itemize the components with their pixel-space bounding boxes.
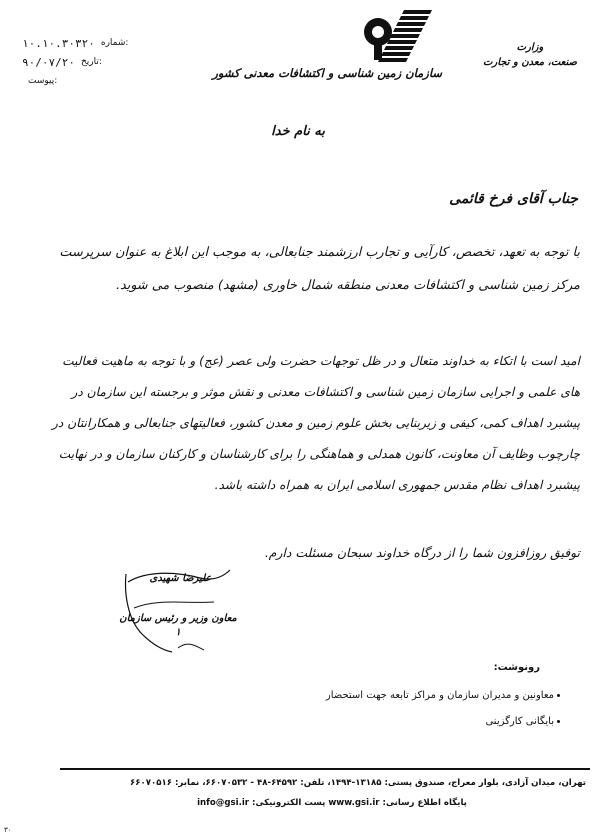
letter-date-label: تاریخ: <box>80 57 102 67</box>
cc-item <box>270 690 560 701</box>
ministry-name <box>480 40 580 70</box>
letter-date-row <box>22 53 172 72</box>
footer-contact: پایگاه اطلاع رسانی: www.gsi.ir پست الکترونیکی: info@gsi.ir <box>197 798 467 808</box>
cc-item <box>400 716 560 727</box>
signatory-title <box>118 612 238 640</box>
ministry-line: وزارت <box>516 42 544 53</box>
bullet-icon <box>557 694 560 697</box>
addressee: جناب آقای فرخ قائمی <box>449 191 578 207</box>
ministry-line: صنعت، معدن و تجارت <box>483 57 577 68</box>
footer-divider <box>60 768 590 770</box>
page-corner-mark: ۳۰ <box>4 826 12 834</box>
letter-attachment-row <box>22 72 172 91</box>
letter-number-row <box>22 34 172 53</box>
letter-meta <box>22 34 172 91</box>
invocation: به نام خدا <box>271 124 325 139</box>
letter-attachment-label: پیوست: <box>28 76 58 86</box>
cc-item-text: معاونین و مدیران سازمان و مراکز تابعه جهت استحضار <box>325 690 554 701</box>
letter-number-value: ۱۰.۱۰.۳۰۳۲۰ <box>22 37 95 50</box>
body-paragraph-appointment: با توجه به تعهد، تخصص، کارآیی و تجارب ارزشمند جنابعالی، به موجب این ابلاغ به عنوان سرپرست مرکز زمین شناسی و اکتشافات معدنی منطقه شمال خاوری (مشهد) منصوب می شوید. <box>59 245 580 293</box>
closing-sentence: توفیق روزافزون شما را از درگاه خداوند سبحان مسئلت دارم. <box>264 545 580 560</box>
cc-heading: رونوشت: <box>493 662 540 673</box>
letter-date-value: ۹۰/۰۷/۲۰ <box>22 56 75 69</box>
gsi-logo-icon <box>360 8 438 66</box>
body-paragraph-wishes: امید است با اتکاء به خداوند متعال و در ظل توجهات حضرت ولی عصر (عج) و با توجه به ماهیت فعالیت های علمی و اجرایی سازمان زمین شناسی و اکتشافات معدنی و نقش موثر و برجسته این سازمان در پیشبرد اهداف کمی، کیفی و زیربنایی بخش علوم زمین و معدن کشور، فعالیتهای جنابعالی و همکارانتان در چارچوب وظایف آن معاونت، کانون همدلی و هماهنگی را برای کارشناسان و کارکنان سازمان و در نهایت پیشبرد اهداف نظام مقدس جمهوری اسلامی ایران به همراه داشته باشد. <box>52 354 580 492</box>
signatory-name: علیرضا شهیدی <box>149 573 212 584</box>
cc-item-text: بایگانی کارگزینی <box>485 716 554 727</box>
signature-mark: ١ <box>175 627 181 638</box>
bullet-icon <box>557 720 560 723</box>
organization-name: سازمان زمین شناسی و اکتشافات معدنی کشور <box>212 66 442 80</box>
footer-address: تهران، میدان آزادی، بلوار معراج، صندوق پستی: ۱۳۱۸۵-۱۴۹۴، تلفن: ۶۴۵۹۲-۴۸ - ۶۶۰۷۰۵۳۲، نمابر: ۶۶۰۷۰۵۱۶ <box>130 778 586 788</box>
signatory-title-line: معاون وزیر و رئیس سازمان <box>119 613 237 624</box>
letter-number-label: شماره: <box>100 38 129 48</box>
